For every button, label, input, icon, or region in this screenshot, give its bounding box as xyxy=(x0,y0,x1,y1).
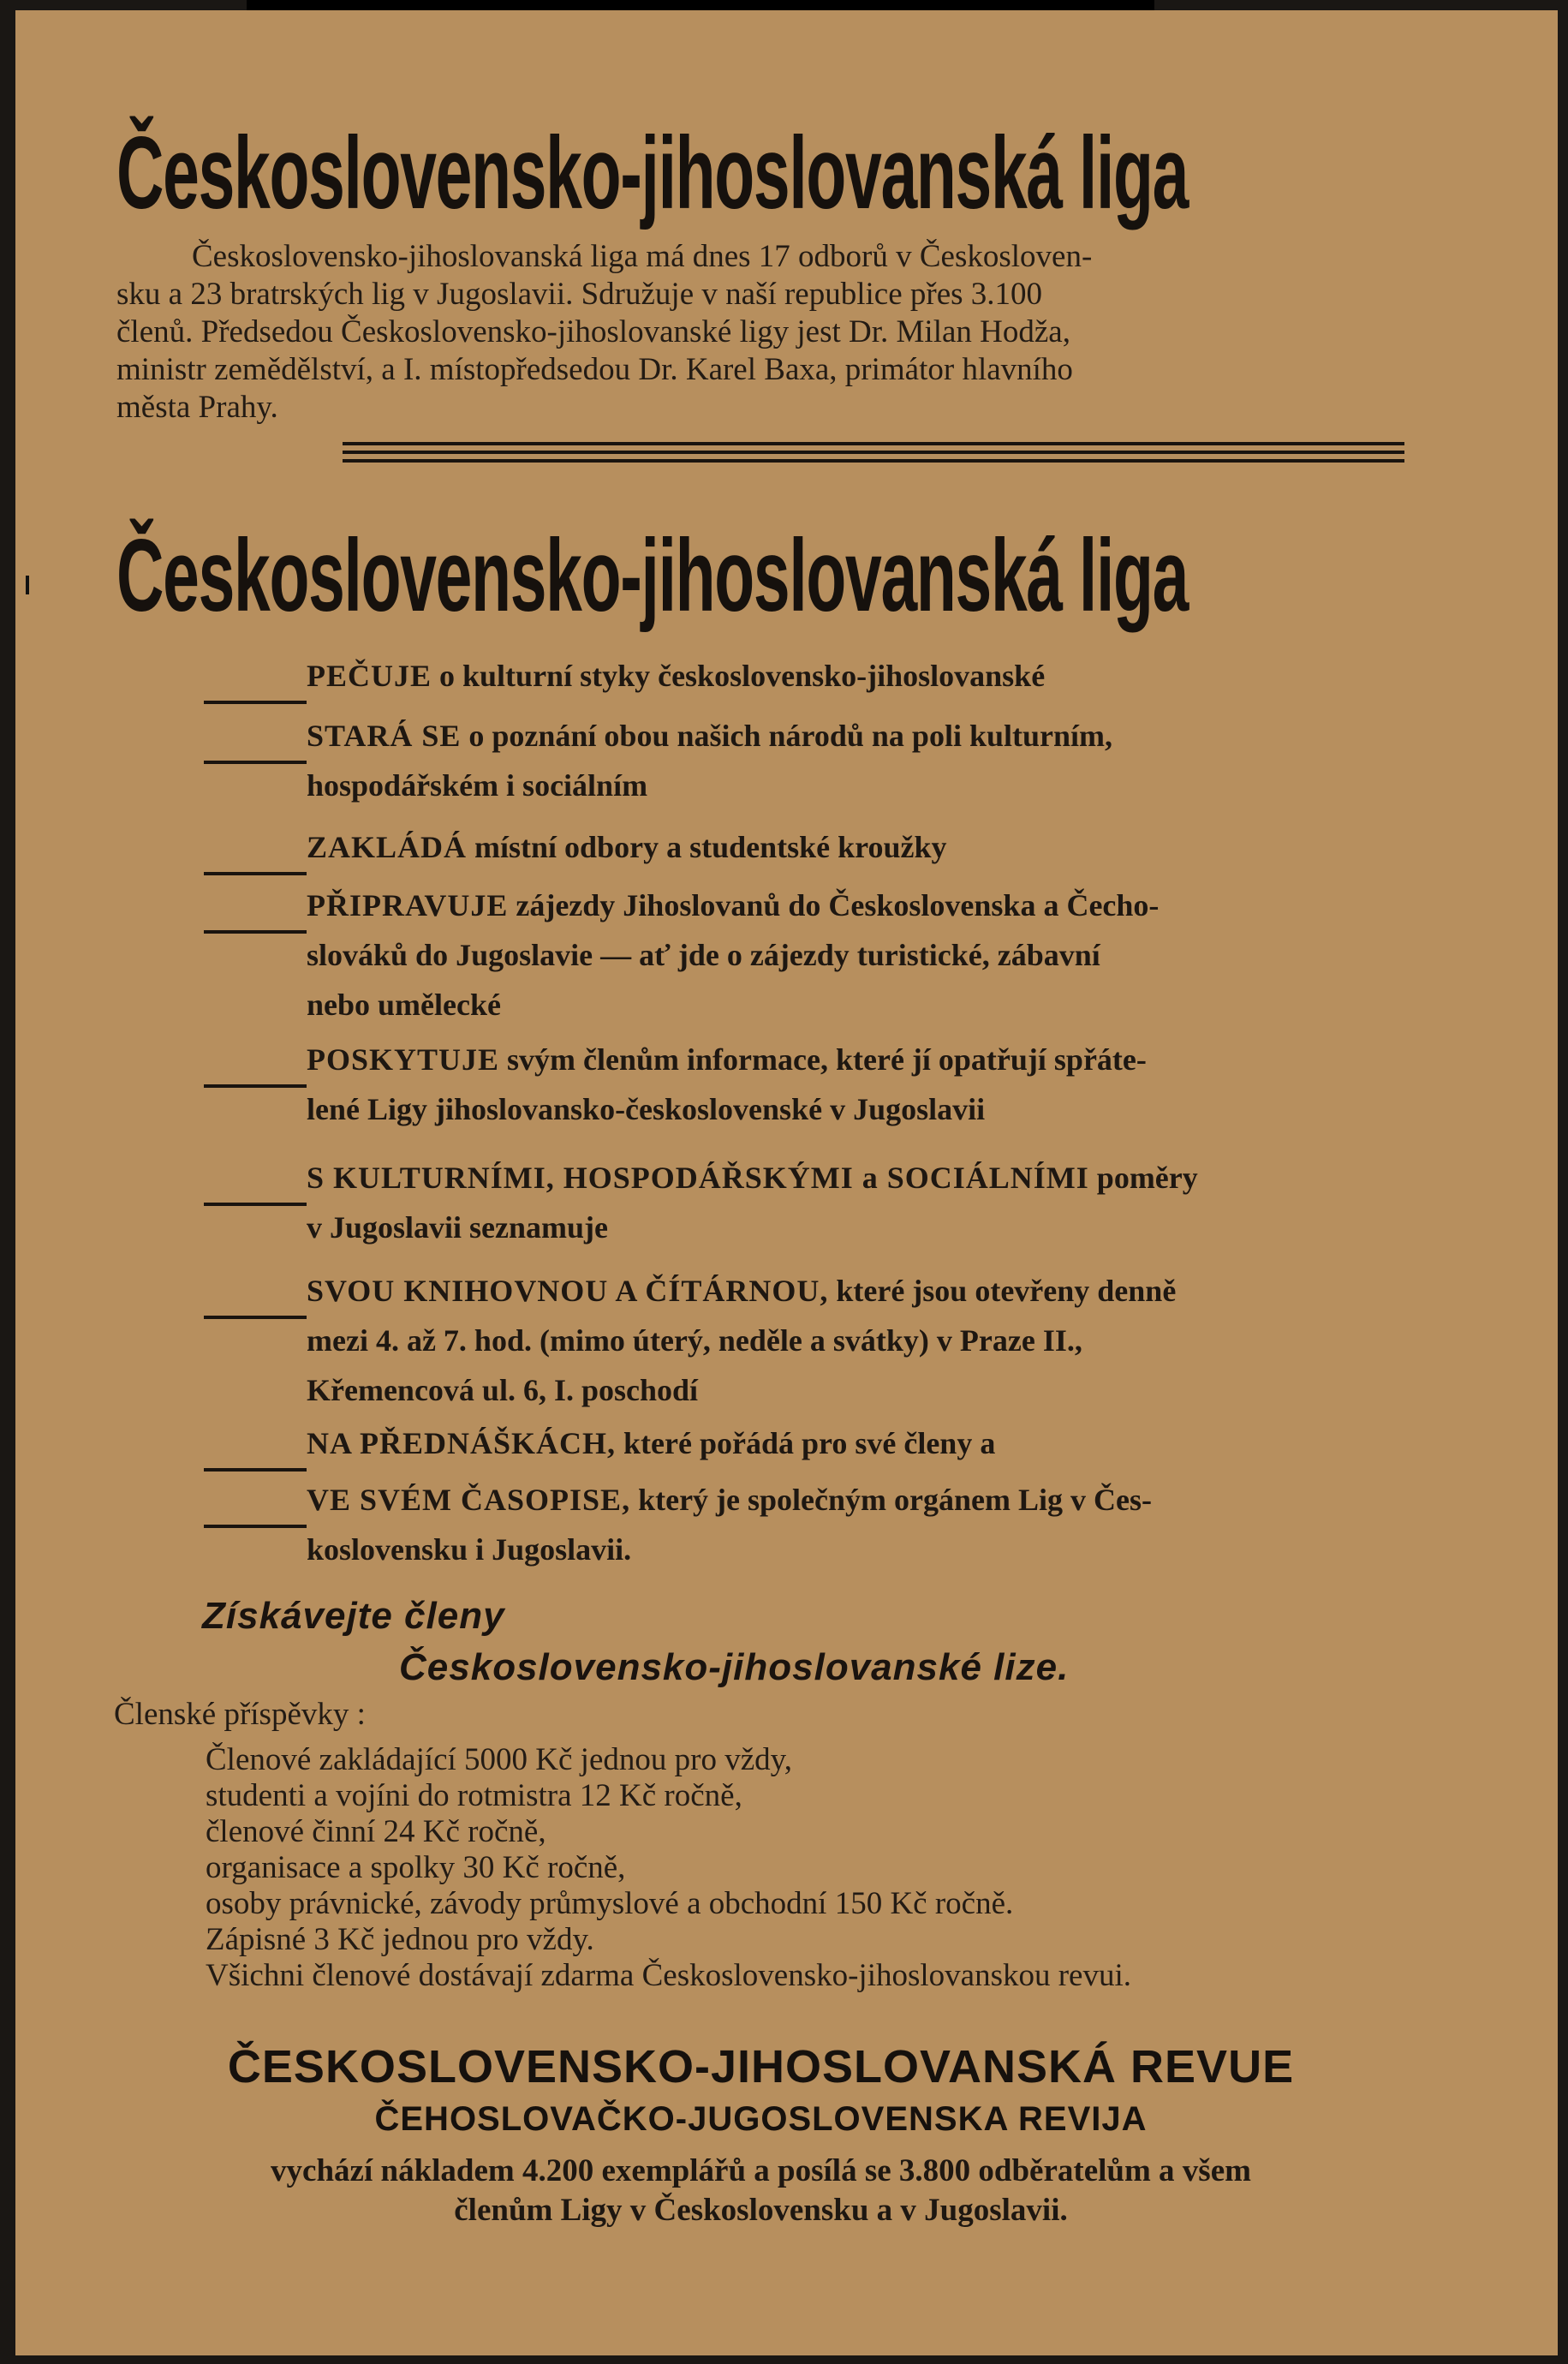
activity-keyword: PEČUJE xyxy=(307,659,432,693)
revue-subtitle: ČEHOSLOVAČKO-JUGOSLOVENSKA REVIJA xyxy=(374,2100,1148,2138)
fee-item: Zápisné 3 Kč jednou pro vždy. xyxy=(206,1922,594,1957)
activity-text: o kulturní styky československo-jihoslovanské xyxy=(439,659,1046,693)
activity-dash xyxy=(204,930,307,934)
activity-text: v Jugoslavii seznamuje xyxy=(307,1210,609,1245)
fee-item: Členové zakládající 5000 Kč jednou pro vždy, xyxy=(206,1742,792,1777)
intro-line: ministr zemědělství, a I. místopředsedou Dr. Karel Baxa, primátor hlavního xyxy=(116,352,1073,387)
document-page xyxy=(15,10,1558,2355)
activity-keyword: VE SVÉM ČASOPISE, xyxy=(307,1483,631,1517)
activity-text: poměry xyxy=(1096,1161,1198,1195)
divider-rule xyxy=(343,459,1404,463)
activity-text: nebo umělecké xyxy=(307,988,501,1022)
intro-paragraph xyxy=(116,238,1405,427)
intro-line: členů. Předsedou Československo-jihoslovanské ligy jest Dr. Milan Hodža, xyxy=(116,314,1070,349)
fee-item: členové činní 24 Kč ročně, xyxy=(206,1814,546,1849)
recruit-line-2: Československo-jihoslovanské lize. xyxy=(399,1646,1070,1688)
activity-text: který je společným orgánem Lig v Čes- xyxy=(638,1483,1152,1517)
activity-dash xyxy=(204,701,307,704)
activity-item xyxy=(307,651,1407,701)
activity-text: mezi 4. až 7. hod. (mimo úterý, neděle a svátky) v Praze II., xyxy=(307,1323,1082,1358)
activity-item xyxy=(307,1153,1407,1252)
fees-label: Členské příspěvky : xyxy=(114,1697,366,1732)
activity-text: místní odbory a studentské kroužky xyxy=(474,830,947,864)
fee-item: studenti a vojíni do rotmistra 12 Kč ročně, xyxy=(206,1778,742,1813)
activity-keyword: NA PŘEDNÁŠKÁCH, xyxy=(307,1426,617,1460)
scan-mark xyxy=(26,576,29,594)
divider-rule xyxy=(343,442,1404,445)
activity-keyword: POSKYTUJE xyxy=(307,1042,500,1077)
activity-item xyxy=(307,1266,1407,1415)
activity-keyword: S KULTURNÍMI, HOSPODÁŘSKÝMI a SOCIÁLNÍMI xyxy=(307,1161,1089,1195)
revue-line: členům Ligy v Československu a v Jugoslavii. xyxy=(454,2193,1068,2228)
activity-keyword: PŘIPRAVUJE xyxy=(307,888,509,922)
activity-dash xyxy=(204,1084,307,1088)
activity-text: které pořádá pro své členy a xyxy=(623,1426,996,1460)
activity-item xyxy=(307,881,1407,1030)
fee-item: osoby právnické, závody průmyslové a obchodní 150 Kč ročně. xyxy=(206,1886,1014,1921)
activity-dash xyxy=(204,1525,307,1528)
activity-dash xyxy=(204,872,307,875)
activity-item xyxy=(307,1475,1407,1574)
activity-item xyxy=(307,822,1407,872)
activity-text: koslovensku i Jugoslavii. xyxy=(307,1532,632,1567)
activity-dash xyxy=(204,1468,307,1472)
intro-line: Československo-jihoslovanská liga má dnes 17 odborů v Českosloven- xyxy=(192,239,1093,274)
activity-text: lené Ligy jihoslovansko-československé v Jugoslavii xyxy=(307,1092,986,1126)
activity-dash xyxy=(204,1203,307,1206)
activity-item xyxy=(307,1035,1407,1134)
activity-keyword: SVOU KNIHOVNOU A ČÍTÁRNOU, xyxy=(307,1274,829,1308)
activity-text: svým členům informace, které jí opatřují spřáte- xyxy=(507,1042,1147,1077)
page-heading-1: Československo-jihoslovanská liga xyxy=(116,116,1189,230)
scan-edge xyxy=(247,0,1154,10)
recruit-line-1: Získávejte členy xyxy=(202,1595,505,1637)
activity-keyword: STARÁ SE xyxy=(307,719,462,753)
divider-rule xyxy=(343,451,1404,454)
activity-dash xyxy=(204,1316,307,1319)
activity-text: o poznání obou našich národů na poli kulturním, xyxy=(468,719,1112,753)
page-heading-2: Československo-jihoslovanská liga xyxy=(116,518,1189,633)
activity-dash xyxy=(204,761,307,764)
fee-item: organisace a spolky 30 Kč ročně, xyxy=(206,1850,626,1885)
activity-item xyxy=(307,1418,1407,1468)
revue-text xyxy=(116,2152,1405,2230)
revue-title: ČESKOSLOVENSKO-JIHOSLOVANSKÁ REVUE xyxy=(227,2041,1295,2092)
fees-list xyxy=(206,1742,1422,1994)
revue-line: vychází nákladem 4.200 exemplářů a posílá se 3.800 odběratelům a všem xyxy=(271,2153,1251,2188)
intro-line: sku a 23 bratrských lig v Jugoslavii. Sdružuje v naší republice přes 3.100 xyxy=(116,277,1043,312)
activity-text: hospodářském i sociálním xyxy=(307,768,648,803)
activity-keyword: ZAKLÁDÁ xyxy=(307,830,468,864)
intro-line: města Prahy. xyxy=(116,390,278,425)
activity-text: zájezdy Jihoslovanů do Československa a Čecho- xyxy=(516,888,1160,922)
activity-text: slováků do Jugoslavie — ať jde o zájezdy turistické, zábavní xyxy=(307,938,1100,972)
activity-text: které jsou otevřeny denně xyxy=(836,1274,1177,1308)
activity-text: Křemencová ul. 6, I. poschodí xyxy=(307,1373,699,1407)
fee-item: Všichni členové dostávají zdarma Československo-jihoslovanskou revui. xyxy=(206,1958,1132,1993)
activity-item xyxy=(307,711,1407,810)
